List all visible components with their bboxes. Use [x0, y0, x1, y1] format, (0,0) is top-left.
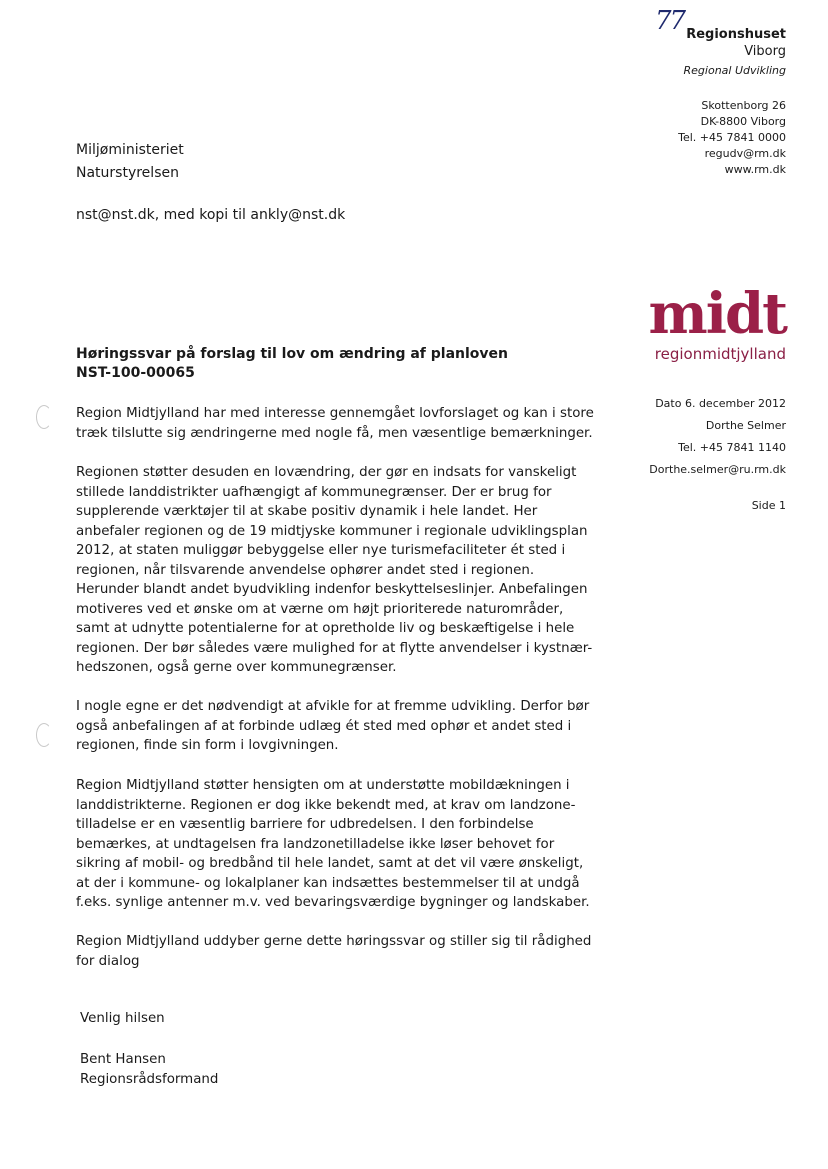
subject-ref: NST-100-00065	[76, 365, 195, 381]
signer-title: Regionsrådsformand	[80, 1072, 219, 1087]
sender-address	[678, 98, 786, 178]
paragraph	[76, 404, 596, 443]
paragraph	[76, 776, 596, 913]
meta-block	[649, 393, 786, 517]
text-line: f.eks. synlige antenner m.v. ved bevaringsværdige bygninger og landskaber.	[76, 895, 590, 910]
meta-name: Dorthe Selmer	[705, 419, 786, 432]
address-phone: Tel. +45 7841 0000	[678, 131, 786, 144]
meta-page: Side 1	[751, 499, 786, 512]
recipient-line: Miljøministeriet	[76, 142, 184, 158]
paragraph	[76, 932, 596, 971]
text-line: stillede landdistrikter uafhængigt af kommunegrænser. Der er brug for	[76, 484, 552, 500]
text-line: landdistrikterne. Regionen er dog ikke bekendt med, at krav om landzone-	[76, 797, 576, 813]
text-line: for dialog	[76, 953, 140, 969]
meta-date: Dato 6. december 2012	[655, 397, 786, 410]
signer-name: Bent Hansen	[80, 1052, 166, 1067]
text-line: Region Midtjylland har med interesse gennemgået lovforslaget og kan i store	[76, 406, 594, 421]
text-line: hedszonen, også gerne over kommunegrænser.	[76, 660, 397, 675]
text-line: I nogle egne er det nødvendigt at afvikle for at fremme udvikling. Derfor bør	[76, 699, 590, 714]
text-line: motiveres ved et ønske om at værne om højt prioriterede naturområder,	[76, 601, 564, 617]
handwritten-number: 77	[655, 6, 685, 36]
logo-subtitle: regionmidtjylland	[654, 345, 786, 363]
subject	[76, 345, 508, 383]
recipient-email: nst@nst.dk, med kopi til ankly@nst.dk	[76, 207, 346, 223]
text-line: samt at udnytte potentialerne for at opretholde liv og beskæftigelse i hele	[76, 621, 575, 636]
text-line: også anbefalingen af at forbinde udlæg ét sted med ophør et andet sted i	[76, 718, 572, 734]
sender-department: Regional Udvikling	[683, 64, 786, 77]
sender-org: Regionshuset	[686, 27, 786, 42]
text-line: træk tilslutte sig ændringerne med nogle få, men væsentlige bemærkninger.	[76, 425, 593, 441]
closing: Venlig hilsen	[80, 1011, 165, 1026]
address-city: DK-8800 Viborg	[700, 115, 786, 128]
text-line: Region Midtjylland støtter hensigten om at understøtte mobildækningen i	[76, 778, 570, 793]
punch-hole-icon	[36, 723, 52, 747]
text-line: 2012, at staten muliggør bebyggelse eller nye turismefaciliteter ét sted i	[76, 543, 566, 558]
meta-email: Dorthe.selmer@ru.rm.dk	[649, 463, 786, 476]
text-line: regionen, finde sin form i lovgivningen.	[76, 738, 339, 753]
logo-midt: midt	[648, 281, 786, 347]
punch-hole-icon	[36, 405, 52, 429]
text-line: anbefaler regionen og de 19 midtjyske kommuner i regionale udviklingsplan	[76, 523, 588, 539]
address-email: regudv@rm.dk	[704, 147, 786, 160]
address-web: www.rm.dk	[724, 163, 786, 176]
subject-title: Høringssvar på forslag til lov om ændring af planloven	[76, 346, 509, 362]
meta-tel: Tel. +45 7841 1140	[678, 441, 786, 454]
text-line: regionen. Der bør således være mulighed for at flytte anvendelser i kystnær-	[76, 640, 593, 656]
recipient-line: Naturstyrelsen	[76, 165, 179, 181]
text-line: supplerende værktøjer til at skabe positiv dynamik i hele landet. Her	[76, 504, 538, 519]
text-line: Regionen støtter desuden en lovændring, der gør en indsats for vanskeligt	[76, 465, 577, 480]
text-line: at der i kommune- og lokalplaner kan indsættes bestemmelser til at undgå	[76, 875, 580, 891]
text-line: regionen, når tilsvarende anvendelse ophører andet sted i regionen.	[76, 562, 535, 578]
address-street: Skottenborg 26	[701, 99, 786, 112]
recipient-block	[76, 139, 184, 185]
paragraph	[76, 463, 596, 678]
text-line: tilladelse er en væsentlig barriere for udbredelsen. I den forbindelse	[76, 817, 534, 832]
signer	[80, 1050, 218, 1090]
text-line: bemærkes, at undtagelsen fra landzonetilladelse ikke løser behovet for	[76, 836, 555, 852]
sender-city: Viborg	[744, 44, 786, 59]
paragraph	[76, 697, 596, 756]
text-line: Herunder blandt andet byudvikling indenfor beskyttelseslinjer. Anbefalingen	[76, 582, 588, 597]
text-line: sikring af mobil- og bredbånd til hele landet, samt at det vil være ønskeligt,	[76, 856, 584, 871]
text-line: Region Midtjylland uddyber gerne dette høringssvar og stiller sig til rådighed	[76, 934, 592, 949]
